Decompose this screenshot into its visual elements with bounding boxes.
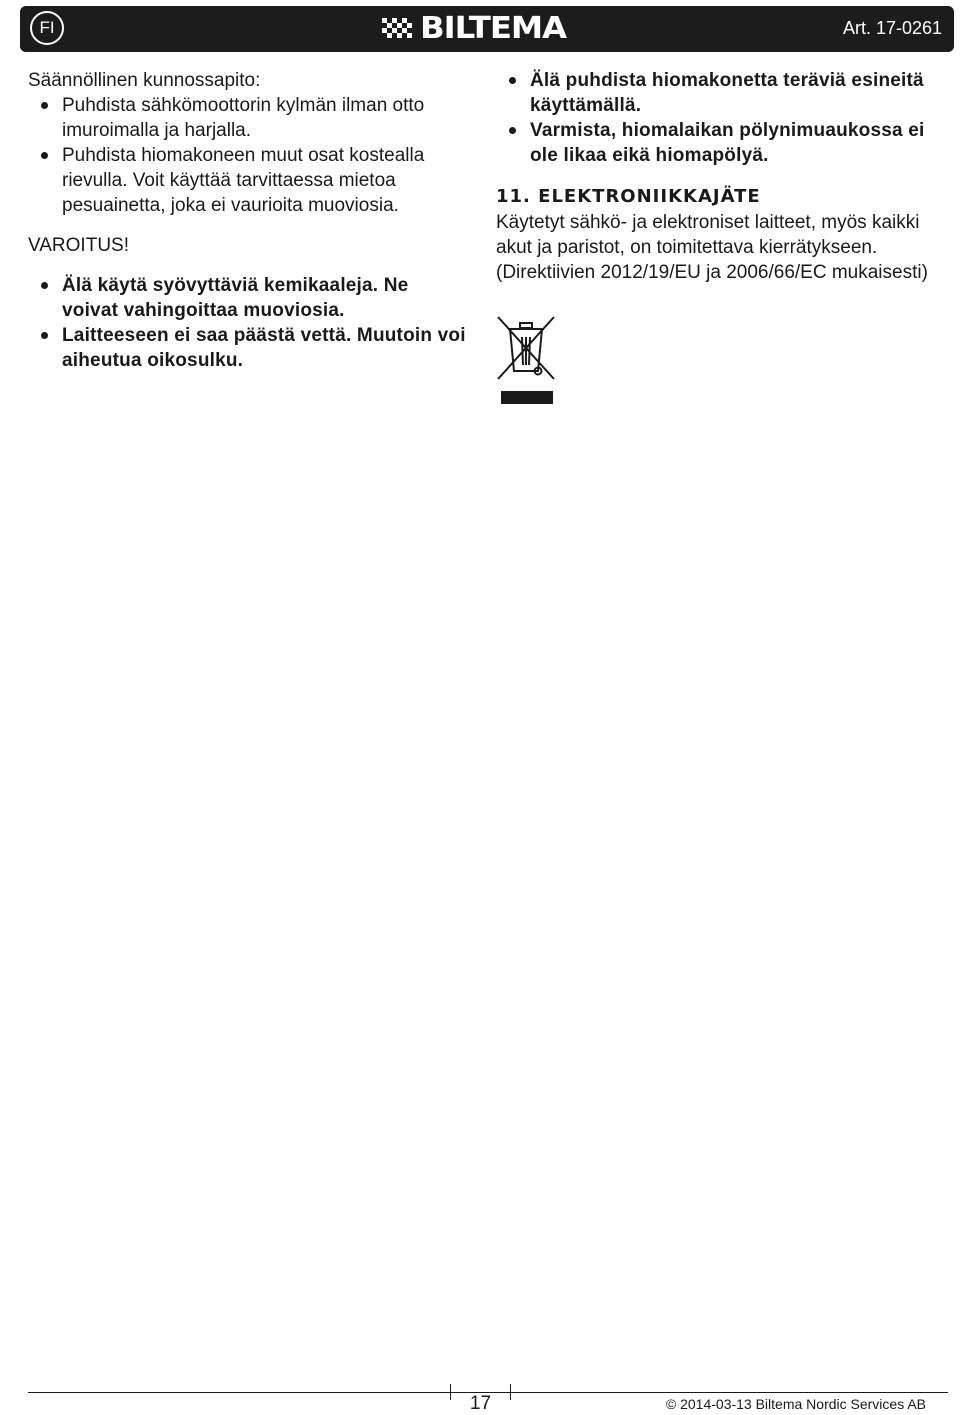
page-number: 17 <box>451 1393 510 1415</box>
crossed-out-wheelie-bin-icon <box>496 315 558 407</box>
list-item: Puhdista hiomakoneen muut osat kostealla rievulla. Voit käyttää tarvittaessa mietoa pesuainetta, joka ei vaurioita muoviosia. <box>28 143 470 218</box>
list-item: Älä käytä syövyttäviä kemikaaleja. Ne voivat vahingoittaa muoviosia. <box>28 273 470 323</box>
warning-list <box>28 273 470 373</box>
maintenance-heading: Säännöllinen kunnossapito: <box>28 70 261 91</box>
warning-label: VAROITUS! <box>28 235 129 256</box>
checkered-flag-icon <box>382 16 416 42</box>
article-number: Art. 17-0261 <box>842 18 942 38</box>
maintenance-list <box>28 93 470 218</box>
footer-divider-tick <box>510 1384 511 1400</box>
warning-list-continued <box>496 68 946 168</box>
section-text: Käytetyt sähkö- ja elektroniset laitteet, myös kaikki akut ja paristot, on toimitettava kierrätykseen. (Direktiivien 2012/19/EU ja 2006/66/EC mukaisesti) <box>496 212 928 283</box>
right-column <box>496 68 946 412</box>
list-item: Puhdista sähkömoottorin kylmän ilman otto imuroimalla ja harjalla. <box>28 93 470 143</box>
copyright: © 2014-03-13 Biltema Nordic Services AB <box>665 1396 926 1412</box>
page-header <box>20 6 954 52</box>
list-item: Laitteeseen ei saa päästä vettä. Muutoin voi aiheutua oikosulku. <box>28 323 470 373</box>
left-column <box>28 68 470 373</box>
list-item: Varmista, hiomalaikan pölynimuaukossa ei ole likaa eikä hiomapölyä. <box>496 118 946 168</box>
biltema-logo <box>382 11 586 46</box>
logo-text: BILTEMA <box>420 11 567 46</box>
list-item: Älä puhdista hiomakonetta teräviä esineitä käyttämällä. <box>496 68 946 118</box>
section-title: 11. ELEKTRONIIKKAJÄTE <box>496 186 761 207</box>
language-badge: FI <box>30 11 64 45</box>
